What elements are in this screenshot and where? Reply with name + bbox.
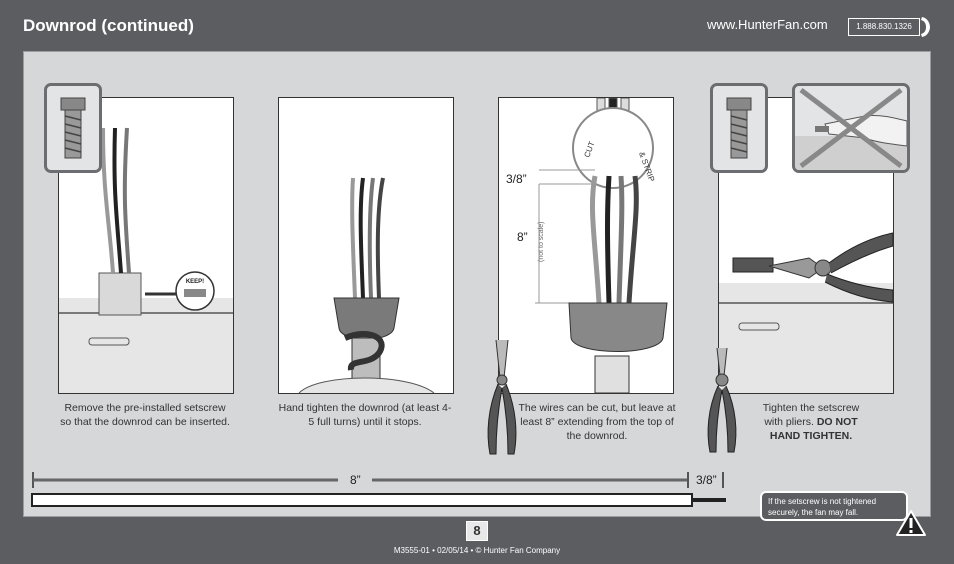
step-2-illustration <box>278 97 454 394</box>
not-to-scale-note: (not to scale) <box>538 221 545 262</box>
footer-text: M3555-01 • 02/05/14 • © Hunter Fan Company <box>393 546 561 555</box>
bolt-icon <box>47 86 99 170</box>
keep-setscrew-badge <box>174 270 216 312</box>
downrod-tightening-drawing <box>279 98 453 393</box>
ruler-graphic <box>30 470 730 510</box>
bolt-badge <box>44 83 102 173</box>
ruler-label-3-8: 3/8” <box>696 473 717 487</box>
ruler-label-8: 8” <box>350 473 361 487</box>
step-4-caption-warning: DO NOT HAND TIGHTEN. <box>769 416 858 442</box>
step-1-caption: Remove the pre-installed setscrew so that the downrod can be inserted. <box>60 402 230 428</box>
page-number: 8 <box>466 521 488 541</box>
step-3-illustration <box>498 97 674 394</box>
no-hand-tighten-badge <box>792 83 910 173</box>
step-4-caption-text: Tighten the setscrew with pliers. <box>762 402 860 428</box>
phone-number: 1.888.830.1326 <box>848 18 920 36</box>
cut-label: CUT <box>582 140 597 159</box>
keep-label: KEEP! <box>185 279 205 285</box>
pliers-icon <box>702 346 742 456</box>
website-url: www.HunterFan.com <box>707 17 828 32</box>
wire-cut-drawing <box>499 98 673 393</box>
dimension-3-8: 3/8” <box>506 172 527 186</box>
step-4-caption <box>754 401 868 443</box>
warning-callout: If the setscrew is not tightened securely, the fan may fall. <box>760 491 908 521</box>
step-2-caption: Hand tighten the downrod (at least 4-5 full turns) until it stops. <box>278 402 452 428</box>
page-title: Downrod (continued) <box>23 16 194 35</box>
crossed-out-hand-icon <box>795 86 907 170</box>
bolt-icon <box>713 86 765 170</box>
dimension-8: 8” <box>517 230 528 244</box>
strip-label: & STRIP <box>637 150 657 183</box>
phone-icon <box>919 16 931 38</box>
step-3-caption: The wires can be cut, but leave at least 8” extending from the top of the downrod. <box>518 402 676 442</box>
bolt-badge-step-4 <box>710 83 768 173</box>
warning-icon <box>895 509 927 537</box>
